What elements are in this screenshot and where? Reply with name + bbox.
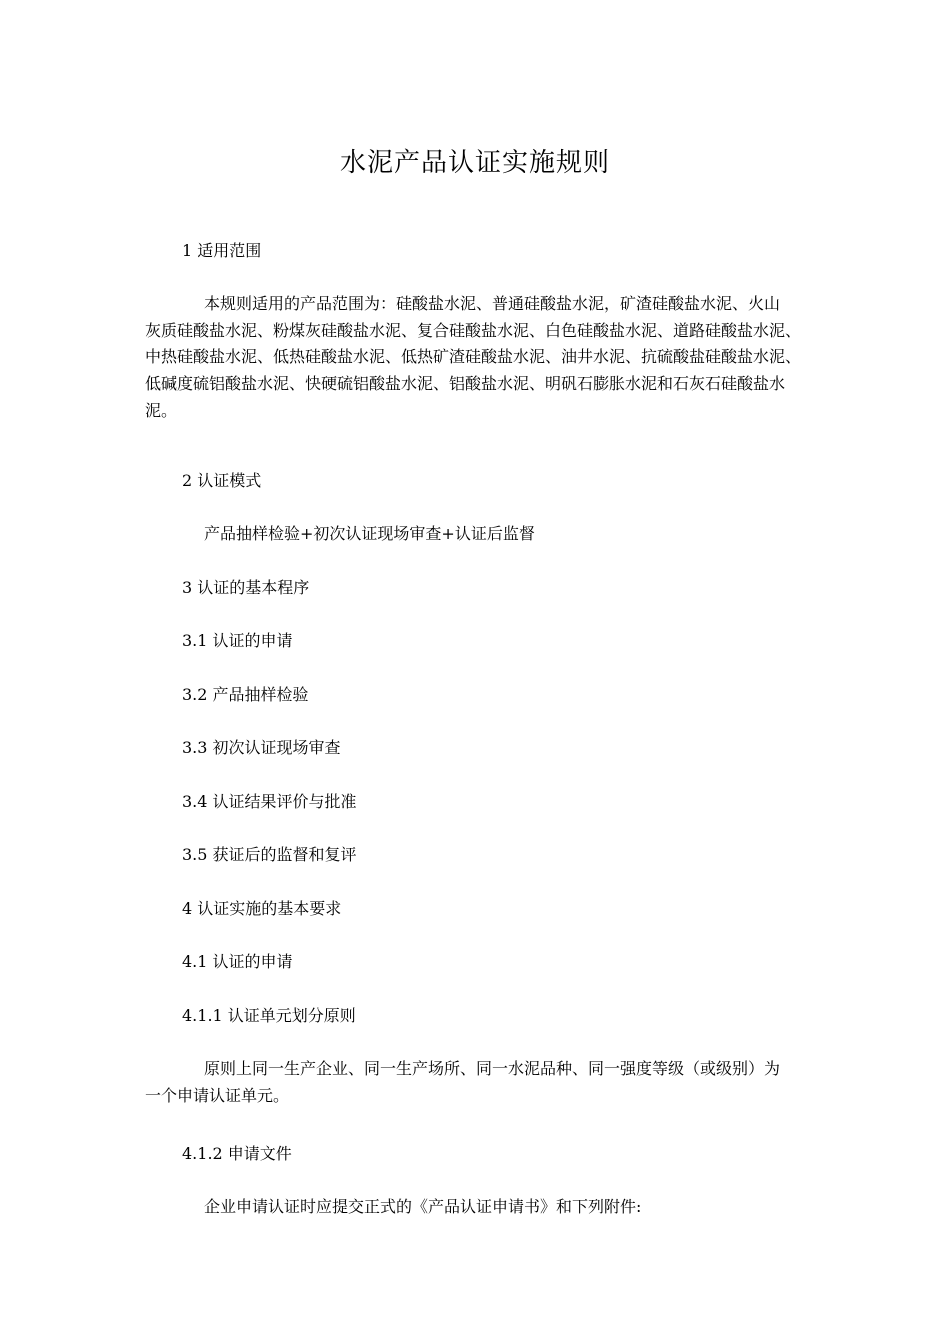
section-3-heading: 3 认证的基本程序 bbox=[182, 578, 310, 597]
section-3-2: 3.2 产品抽样检验 bbox=[182, 685, 309, 704]
document-title: 水泥产品认证实施规则 bbox=[339, 148, 610, 178]
section-3-5: 3.5 获证后的监督和复评 bbox=[182, 845, 357, 864]
section-1-body-line-2: 灰质硅酸盐水泥、粉煤灰硅酸盐水泥、复合硅酸盐水泥、白色硅酸盐水泥、道路硅酸盐水泥、 bbox=[145, 321, 802, 340]
section-4-1: 4.1 认证的申请 bbox=[182, 952, 293, 971]
section-4-1-2: 4.1.2 申请文件 bbox=[182, 1144, 292, 1163]
section-1-body-line-1: 本规则适用的产品范围为：硅酸盐水泥、普通硅酸盐水泥，矿渣硅酸盐水泥、火山 bbox=[204, 294, 781, 313]
section-2-heading: 2 认证模式 bbox=[182, 471, 262, 490]
section-3-4: 3.4 认证结果评价与批准 bbox=[182, 792, 357, 811]
section-2-body: 产品抽样检验+初次认证现场审查+认证后监督 bbox=[204, 524, 535, 543]
section-1-heading: 1 适用范围 bbox=[182, 241, 262, 260]
section-4-1-1: 4.1.1 认证单元划分原则 bbox=[182, 1006, 356, 1025]
section-4-1-1-body-line-1: 原则上同一生产企业、同一生产场所、同一水泥品种、同一强度等级（或级别）为 bbox=[204, 1059, 781, 1078]
section-4-heading: 4 认证实施的基本要求 bbox=[182, 899, 342, 918]
section-1-body-line-4: 低碱度硫铝酸盐水泥、快硬硫铝酸盐水泥、铝酸盐水泥、明矾石膨胀水泥和石灰石硅酸盐水 bbox=[145, 374, 786, 393]
section-4-1-1-body-line-2: 一个申请认证单元。 bbox=[145, 1086, 290, 1105]
section-1-body-line-5: 泥。 bbox=[145, 401, 178, 420]
section-3-1: 3.1 认证的申请 bbox=[182, 631, 293, 650]
section-1-body-line-3: 中热硅酸盐水泥、低热硅酸盐水泥、低热矿渣硅酸盐水泥、油井水泥、抗硫酸盐硅酸盐水泥、 bbox=[145, 347, 802, 366]
section-4-1-2-body: 企业申请认证时应提交正式的《产品认证申请书》和下列附件: bbox=[204, 1197, 642, 1216]
section-3-3: 3.3 初次认证现场审查 bbox=[182, 738, 341, 757]
